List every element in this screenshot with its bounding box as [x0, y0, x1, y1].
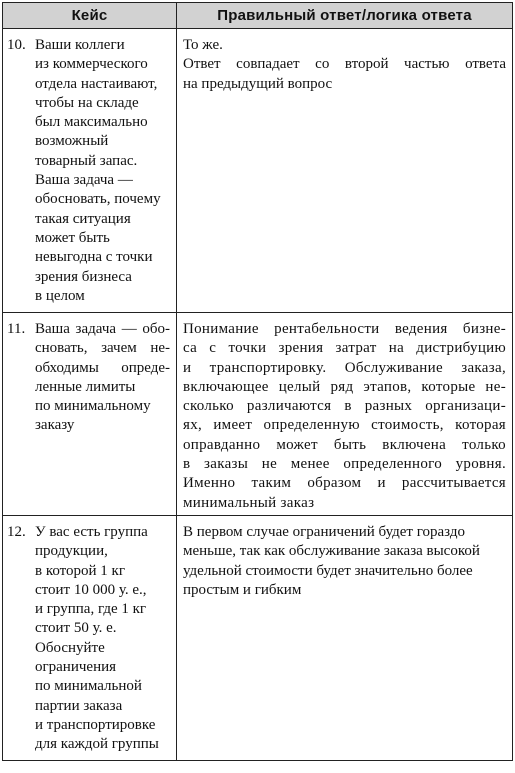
answer-line: в заказы не менее определенного уровня.: [183, 456, 506, 473]
answer-line: оправданно может быть включена только: [183, 436, 506, 453]
question-line: заказу: [35, 417, 75, 434]
answer-line: на предыдущий вопрос: [183, 75, 333, 92]
question-line: продукции,: [35, 543, 108, 560]
case-question: [35, 36, 170, 306]
answer-line: простым и гибким: [183, 581, 302, 598]
question-line: стоит 10 000 у. е.,: [35, 581, 147, 598]
question-line: в которой 1 кг: [35, 562, 125, 579]
case-number: 11.: [7, 321, 26, 337]
question-line: Обоснуйте: [35, 639, 105, 656]
case-number: 10.: [7, 37, 26, 53]
question-line: был максимально: [35, 114, 148, 131]
answer-line: То же.: [183, 37, 223, 53]
question-line: может быть: [35, 229, 110, 246]
question-line: товарный запас.: [35, 152, 138, 169]
question-line: такая ситуация: [35, 210, 131, 227]
question-line: из коммерческого: [35, 56, 148, 73]
case-cell: [3, 313, 177, 516]
answer-line: включающее целый ряд этапов, которые не-: [183, 378, 506, 395]
question-line: стоит 50 у. е.: [35, 620, 117, 637]
table-row: [3, 313, 513, 516]
case-question: [35, 320, 170, 436]
cases-table: [2, 2, 513, 761]
question-line: ленные лимиты: [35, 378, 136, 395]
answer-line: меньше, так как обслуживание заказа высокой: [183, 543, 480, 560]
answer-line: минимальный заказ: [183, 494, 315, 511]
answer-line: и транспортировку. Обслуживание заказа,: [183, 359, 506, 376]
question-line: и транспортировке: [35, 716, 156, 733]
question-line: возможный: [35, 133, 109, 150]
question-line: Ваши коллеги: [35, 37, 125, 53]
question-line: по минимальному: [35, 398, 151, 415]
answer-cell: [177, 313, 513, 516]
answer-line: са с точки зрения затрат на дистрибуцию: [183, 340, 506, 357]
table-header-row: [3, 3, 513, 29]
case-cell: [3, 516, 177, 761]
question-line: невыгодна с точки: [35, 249, 153, 266]
answer-line: удельной стоимости будет значительно более: [183, 562, 473, 579]
question-line: в целом: [35, 287, 85, 304]
question-line: и группа, где 1 кг: [35, 601, 147, 618]
question-line: обосновать, почему: [35, 191, 161, 208]
question-line: по минимальной: [35, 678, 142, 695]
answer-line: В первом случае ограничений будет гораздо: [183, 524, 465, 540]
answer-line: сколько различаются в разных организаци-: [183, 398, 506, 415]
case-cell: [3, 29, 177, 313]
question-line: для каждой группы: [35, 736, 159, 753]
question-line: У вас есть группа: [35, 524, 148, 540]
question-line: сновать, зачем не-: [35, 340, 170, 357]
header-answer: Правильный ответ/логика ответа: [177, 3, 513, 29]
question-line: Ваша задача —: [35, 172, 133, 189]
question-line: ограничения: [35, 659, 117, 676]
answer-line: Ответ совпадает со второй частью ответа: [183, 56, 506, 73]
answer-cell: [177, 516, 513, 761]
question-line: обходимы опреде-: [35, 359, 170, 376]
question-line: Ваша задача — обо-: [35, 321, 170, 337]
question-line: чтобы на складе: [35, 94, 139, 111]
answer-line: ях, имеет определенную стоимость, которая: [183, 417, 506, 434]
case-number: 12.: [7, 524, 26, 540]
answer-cell: [177, 29, 513, 313]
case-question: [35, 523, 170, 755]
answer-line: Именно таким образом и рассчитывается: [183, 475, 506, 492]
answer-line: Понимание рентабельности ведения бизне-: [183, 321, 506, 337]
question-line: партии заказа: [35, 697, 123, 714]
table-row: [3, 516, 513, 761]
question-line: зрения бизнеса: [35, 268, 132, 285]
question-line: отдела настаивают,: [35, 75, 158, 92]
header-case: Кейс: [3, 3, 177, 29]
table-row: [3, 29, 513, 313]
